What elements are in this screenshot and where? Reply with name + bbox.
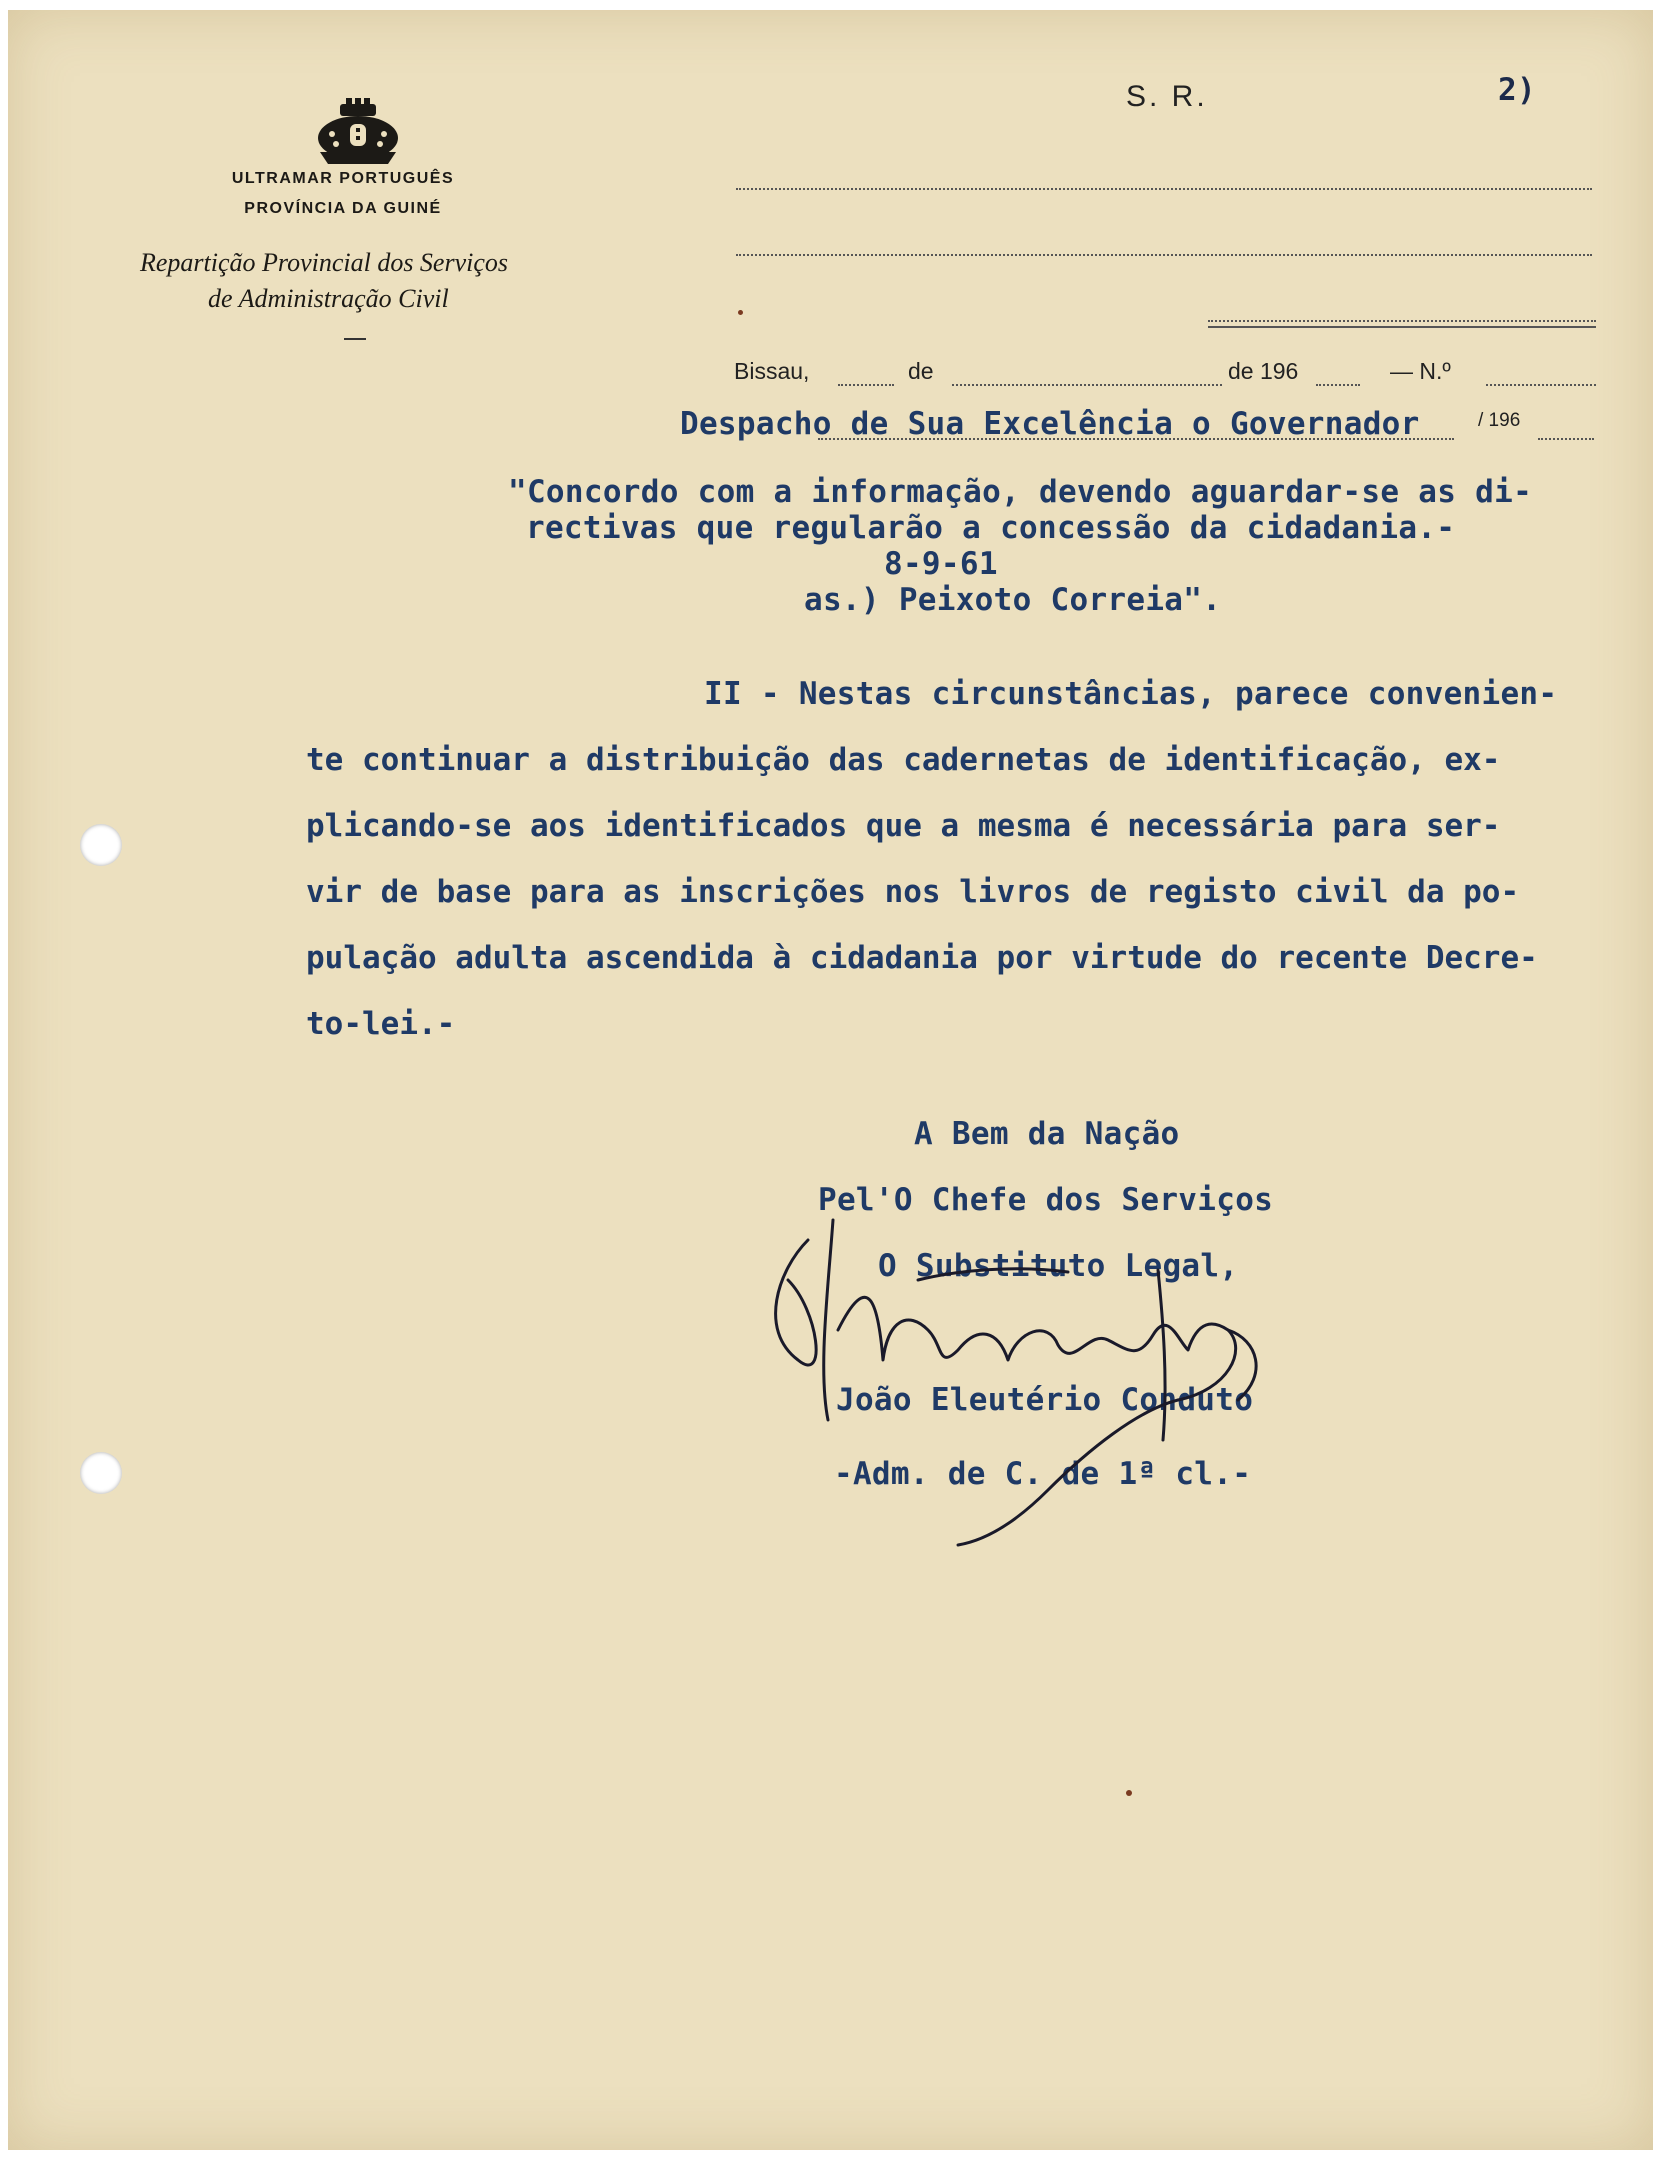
body-line-5: pulação adulta ascendida à cidadania por virtude do recente Decre- [306, 940, 1538, 976]
year-blank [1316, 384, 1360, 386]
quote-date: 8-9-61 [884, 546, 998, 582]
number-blank [1486, 384, 1596, 386]
letterhead-province: PROVÍNCIA DA GUINÉ [244, 200, 442, 217]
letterhead-overseas: ULTRAMAR PORTUGUÊS [231, 170, 455, 187]
de-label: de [908, 358, 934, 384]
month-blank [952, 384, 1222, 386]
signatory-role: O Substituto Legal, [878, 1248, 1239, 1284]
despacho-year: / 196 [1478, 410, 1521, 431]
handwritten-signature [758, 1210, 1288, 1550]
body-line-3: plicando-se aos identificados que a mesma é necessária para ser- [306, 808, 1501, 844]
body-line-6: to-lei.- [306, 1006, 456, 1042]
address-line [1208, 320, 1596, 322]
body-line-4: vir de base para as inscrições nos livros de registo civil da po- [306, 874, 1520, 910]
department-name-line1: Repartição Provincial dos Serviços [140, 248, 509, 277]
quote-signed: as.) Peixoto Correia". [804, 582, 1222, 618]
quote-line-1: "Concordo com a informação, devendo aguardar-se as di- [508, 474, 1533, 510]
reference-sr: S. R. [1126, 80, 1208, 113]
quote-line-2: rectivas que regularão a concessão da cidadania.- [526, 510, 1456, 546]
ink-speck [1126, 1790, 1132, 1796]
page-number: 2) [1498, 72, 1536, 108]
letterhead-rule [344, 338, 366, 340]
signatory-title: Pel'O Chefe dos Serviços [818, 1182, 1274, 1218]
year-label: de 196 [1228, 358, 1299, 384]
day-blank [838, 384, 894, 386]
department-name-line2: de Administração Civil [208, 284, 449, 313]
address-underline [1208, 326, 1596, 328]
despacho-year-blank [1538, 438, 1594, 440]
body-line-2: te continuar a distribuição das cadernetas de identificação, ex- [306, 742, 1501, 778]
punch-hole [80, 1452, 122, 1494]
coat-of-arms-icon [310, 98, 406, 170]
body-line-1: II - Nestas circunstâncias, parece convenien- [704, 676, 1558, 712]
signatory-rank: -Adm. de C. de 1ª cl.- [834, 1456, 1252, 1492]
signatory-name: João Eleutério Conduto [836, 1382, 1254, 1418]
salutation: A Bem da Nação [914, 1116, 1180, 1152]
address-line [736, 188, 1592, 190]
address-line [736, 254, 1592, 256]
document-sheet [8, 10, 1653, 2150]
despacho-blank [818, 438, 1454, 440]
despacho-title: Despacho de Sua Excelência o Governador [680, 406, 1420, 442]
place-label: Bissau, [734, 358, 810, 384]
punch-hole [80, 824, 122, 866]
number-label: — N.º [1390, 358, 1451, 384]
ink-speck [738, 310, 743, 315]
